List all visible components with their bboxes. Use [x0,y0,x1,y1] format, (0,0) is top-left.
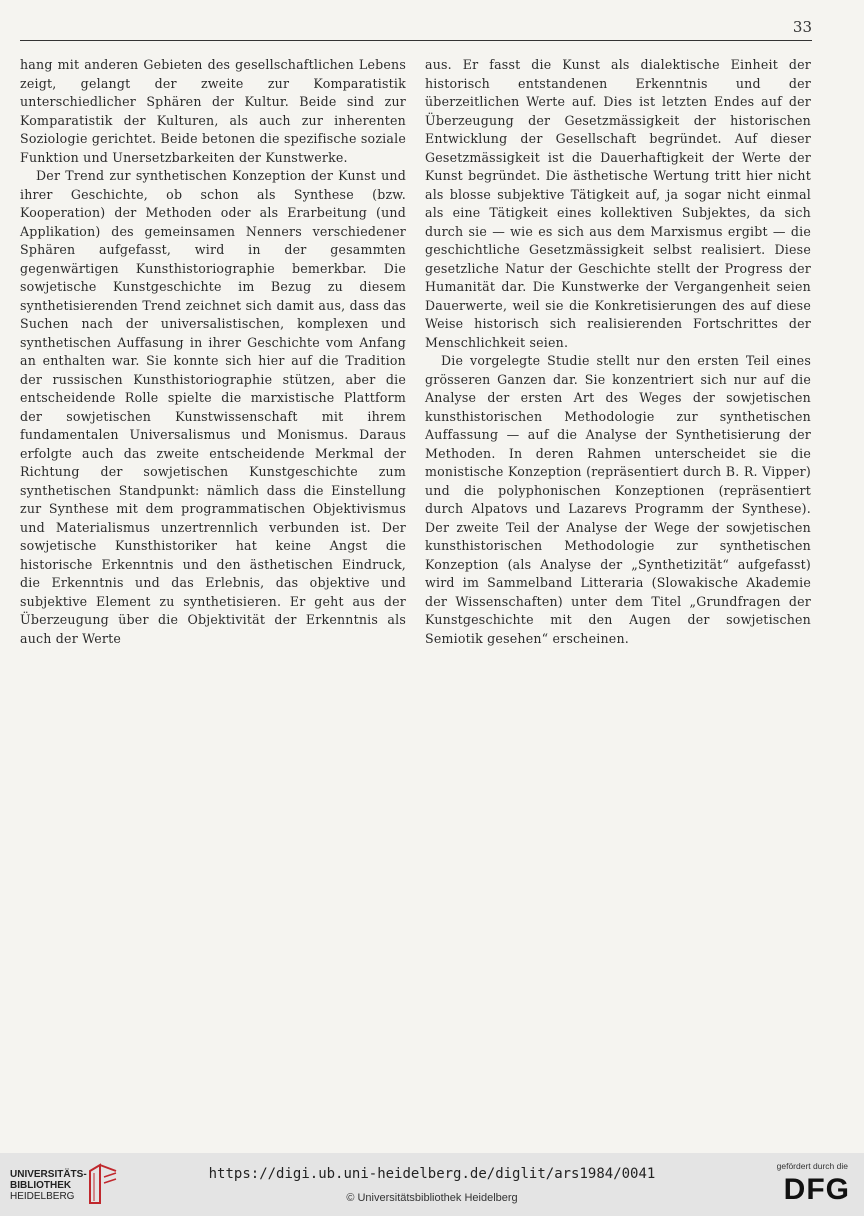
dfg-logo[interactable]: DFG [783,1173,850,1206]
footer-bar [0,1153,864,1216]
header-rule [20,40,812,41]
funding-caption: gefördert durch die [776,1161,848,1171]
left-column [20,56,406,648]
document-url [0,1166,864,1182]
copyright-notice: © Universitätsbibliothek Heidelberg [346,1192,518,1204]
right-column [425,56,811,648]
left-paragraph-2: Der Trend zur synthetischen Konzeption der Kunst und ihrer Geschichte, ob schon als Synthese (bzw. Kooperation) der Methoden oder als Erarbeitung (und Applikation) des gemeinsamen Nenners verschiedener Sphären aufgefasst, wird in der gesammten gegenwärtigen Kunsthistoriographie bemerkbar. Die sowjetische Kunstgeschichte im Bezug zu diesem synthetisierenden Trend zeichnet sich damit aus, dass das Suchen nach der universalistischen, komplexen und synthetischen Auffasung in ihrer Geschichte vom Anfang an enthalten war. Sie konnte sich hier auf die Tradition der russischen Kunsthistoriographie stützen, aber die entscheidende Rolle spielte die marxistische Plattform der sowjetischen Kunstwissenschaft mit ihrem fundamentalen Universalismus und Monismus. Daraus erfolgte auch das zweite entscheidende Merkmal der Richtung der sowjetischen Kunstgeschichte zum synthetischen Standpunkt: nämlich dass die Einstellung zur Synthese mit dem programmatischen Objektivismus und Materialismus unzertrennlich verbunden ist. Der sowjetische Kunsthistoriker hat keine Angst die historische Erkenntnis und den ästhetischen Eindruck, die Erkenntnis und das Erlebnis, das objektive und subjektive Element zu synthetisieren. Er geht aus der Überzeugung über die Objektivität der Erkenntnis als auch der Werte [20,168,406,646]
library-name-line-3: HEIDELBERG [10,1191,75,1202]
right-paragraph-2: Die vorgelegte Studie stellt nur den ersten Teil eines grösseren Ganzen dar. Sie konzentriert sich nur auf die Analyse der ersten Art des Weges der sowjetischen kunsthistorischen Methodologie zur synthetischen Auffassung — auf die Analyse der Synthetisierung der Methoden. In deren Rahmen unterscheidet sie die monistische Konzeption (repräsentiert durch B. R. Vipper) und die polyphonischen Konzeptionen (repräsentiert durch Alpatovs und Lazarevs Programm der Synthese). Der zweite Teil der Analyse der Wege der sowjetischen kunsthistorischen Methodologie zur synthetischen Konzeption (als Analyse der „Synthetizität“ aufgefasst) wird im Sammelband Litteraria (Slowakische Akademie der Wissenschaften) unter dem Titel „Grundfragen der Kunstgeschichte mit den Augen der sowjetischen Semiotik gesehen“ erscheinen. [425,353,811,646]
library-name-line-1: UNIVERSITÄTS- [10,1169,87,1180]
right-paragraph-1: aus. Er fasst die Kunst als dialektische Einheit der historisch entstandenen Erkenntnis und der überzeitlichen Werte auf. Dies ist letzten Endes auf der Überzeugung der Gesetzmässigkeit der historischen Entwicklung der Gesellschaft begründet. Auf dieser Gesetzmässigkeit ist die Dauerhaftigkeit der Werte der Kunst begründet. Die ästhetische Wertung tritt hier nicht als blosse subjektive Tätigkeit auf, ja sogar nicht einmal als eine Tätigkeit eines kollektiven Subjektes, da sich durch sie — wie es sich aus dem Marxismus ergibt — die geschichtliche Gesetzmässigkeit selbst realisiert. Diese gesetzliche Natur der Geschichte stellt der Progress der Humanität dar. Die Kunstwerke der Vergangenheit seien Dauerwerte, weil sie die Konkretisierungen des auf diese Weise historisch sich realisierenden Fortschrittes der Menschlichkeit seien. [425,57,811,350]
document-url-link[interactable]: https://digi.ub.uni-heidelberg.de/diglit/ars1984/0041 [208,1166,656,1182]
page-number: 33 [792,18,812,36]
library-name-line-2: BIBLIOTHEK [10,1180,72,1191]
left-paragraph-1: hang mit anderen Gebieten des gesellschaftlichen Lebens zeigt, gelangt der zweite zur Komparatistik unterschiedlicher Sphären der Kultur. Beide sind zur Komparatistik der Kulturen, als auch zur inherenten Soziologie gerichtet. Beide betonen die spezifische soziale Funktion und Unersetzbarkeiten der Kunstwerke. [20,57,406,165]
